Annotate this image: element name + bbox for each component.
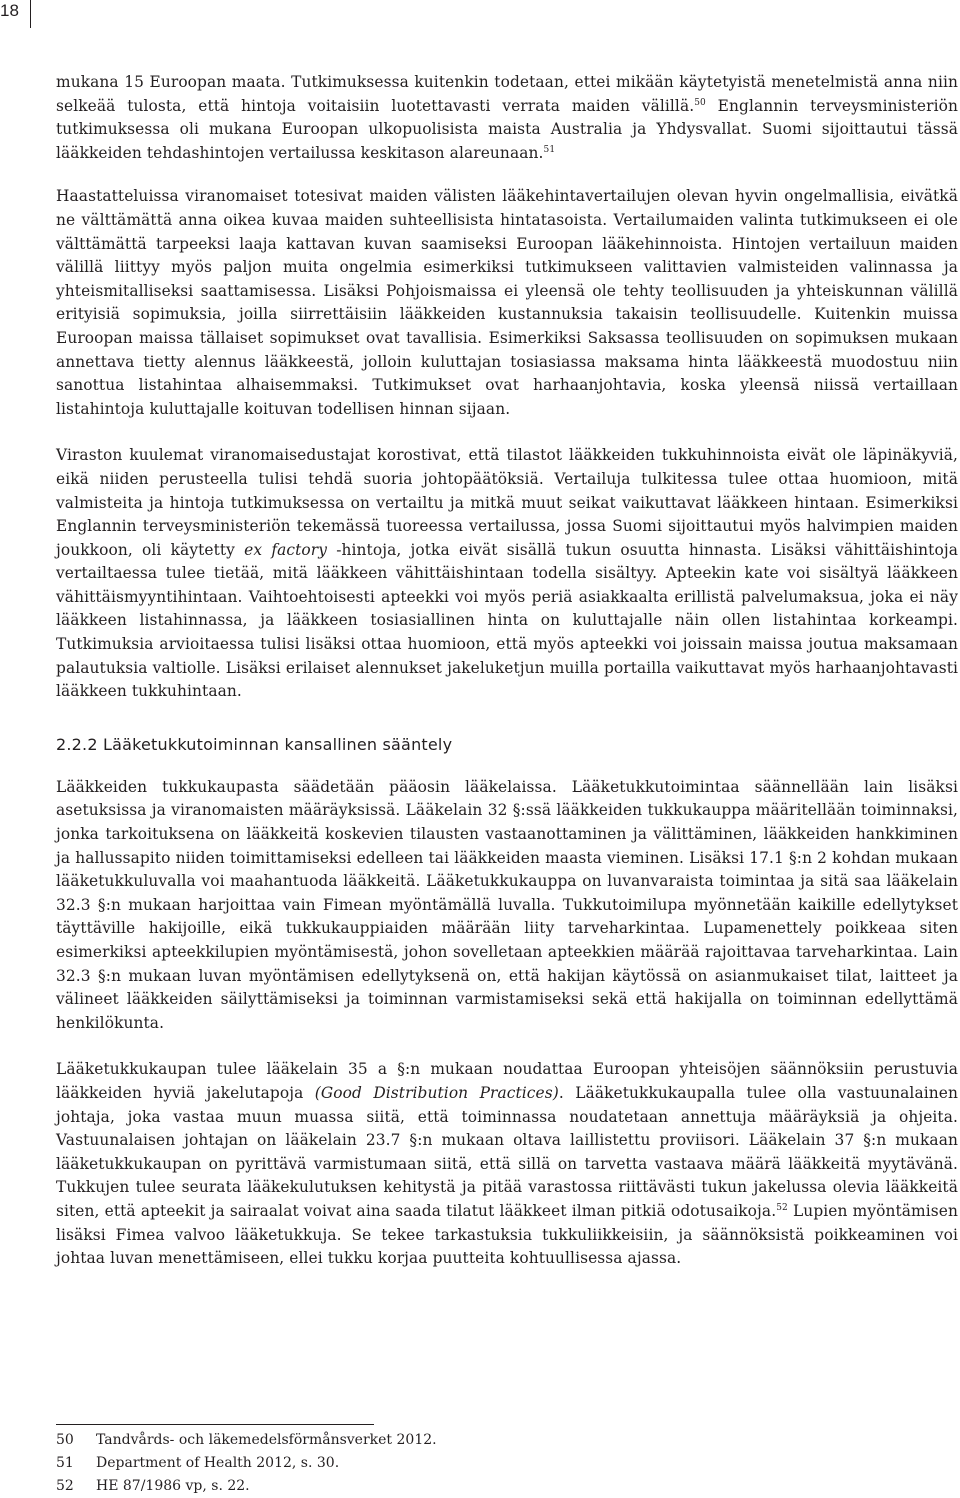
paragraph-5-text-b: . Lääketukkukaupalla tulee olla vastuunalainen johtaja, joka vastaa muun muassa siitä, että toiminnassa noudatetaan annettuja määräyksiä ja ohjeita. Vastuunalaisen johtajan on lääkelain 23.7 §:n mukaan oltava laillistettu proviisori. Lääkelain 37 §:n mukaan lääketukkukaupan on pyrittävä varmistumaan siitä, että sillä on tarvetta vastaava määrä lääkkeitä myytävänä. Tukkujen tulee seurata lääkekulutuksen kehitystä ja pitää varastossa riittävästi tukun jakelussa olevia lääkkeitä siten, että apteekit ja sairaalat voivat aina saada tilatut lääkkeet ilman pitkiä odotusaikoja. [56,1083,958,1220]
paragraph-5 [56,1058,958,1270]
paragraph-3-text-a: Viraston kuulemat viranomaisedustajat korostivat, että tilastot lääkkeiden tukkuhinnoista eivät ole läpinäkyviä, eikä niiden perusteella tulisi tehdä suoria johtopäätöksiä. Vertailuja tulkitessa tulee ottaa huomioon, mitä valmisteita ja hintoja tutkimuksessa on vertailtu ja mitkä muut seikat vaikuttavat lääkkeen hintaan. Esimerkiksi Englannin terveysministeriön tekemässä tuoreessa vertailussa, jossa Suomi sijoittautui myös halvimpien maiden joukkoon, oli käytetty [56,446,958,559]
paragraph-1-text-a: mukana 15 Euroopan maata. Tutkimuksessa kuitenkin todetaan, ettei mikään käytetyistä menetelmistä anna niin selkeää tulosta, että hintoja voitaisiin luotettavasti verrata maiden välillä. [56,73,958,115]
page-corner-divider [30,0,31,28]
paragraph-5-text-c: Lupien myöntämisen lisäksi Fimea valvoo lääketukkuja. Se tekee tarkastuksia tukkuliikkeisiin, ja säännöksistä poikkeaminen voi johtaa luvan menettämiseen, ellei tukku korjaa puutteita kohtuullisessa ajassa. [56,1201,958,1268]
paragraph-3 [56,444,958,704]
footnote-item [56,1429,756,1452]
paragraph-2: Haastatteluissa viranomaiset totesivat maiden välisten lääkehintavertailujen olevan hyvin ongelmallisia, eivätkä ne välttämättä anna oikea kuvaa maiden suhteellisista hintatasoista. Vertailumaiden valinta tutkimukseen ei ole välttämättä tarpeeksi laaja kattavan kuvan saamiseksi Euroopan lääkehinnoista. Hintojen vertailuun maiden välillä liittyy myös paljon muita ongelmia esimerkiksi tutkimukseen valittavien valmisteiden valinnassa ja yhteismitalliseksi saattamisessa. Lisäksi Pohjoismaissa ei yleensä ole tehty teollisuuden ja yhteiskunnan välillä erityisiä sopimuksia, joilla siirrettäisiin lääkkeiden kustannuksia takaisin teollisuudelle. Kuitenkin muissa Euroopan maissa tällaiset sopimukset ovat tavallisia. Esimerkiksi Saksassa teollisuuden on sopimuksen mukaan annettava tietty alennus lääkkeestä, jolloin kuluttajan tosiasiassa maksama hinta lääkkeestä muodostuu niin sanottua listahintaa alhaisemmaksi. Tutkimukset ovat harhaanjohtavia, koska yleensä niissä vertaillaan listahintoja kuluttajalle koituvan todellisen hinnan sijaan. [56,187,958,418]
footnote-number: 51 [56,1455,74,1471]
footnote-text: Department of Health 2012, s. 30. [96,1455,340,1471]
footnotes [56,1429,756,1498]
footnote-text: Tandvårds- och läkemedelsförmånsverket 2012. [96,1432,437,1448]
paragraph-4: Lääkkeiden tukkukaupasta säädetään pääosin lääkelaissa. Lääketukkutoimintaa säännellään lain lisäksi asetuksissa ja viranomaisten määräyksissä. Lääkelain 32 §:ssä lääkkeiden tukkukauppa määritellään toiminnaksi, jonka tarkoituksena on lääkkeitä koskevien tilausten vastaanottaminen ja välittäminen, lääkkeiden hankkiminen ja hallussapito niiden toimittamiseksi edelleen tai lääkkeiden maasta vieminen. Lisäksi 17.1 §:n 2 kohdan mukaan lääketukkuluvalla voi maahantuoda lääkkeitä. Lääketukkukauppa on luvanvaraista toimintaa ja sitä saa lääkelain 32.3 §:n mukaan harjoittaa vain Fimean myöntämällä luvalla. Tukkutoimilupa myönnetään kaikille edellytykset täyttäville hakijoille, eikä tukkukauppiaiden määrään liity tarveharkintaa. Lupamenettely poikkeaa siten esimerkiksi apteekkilupien myöntämisestä, johon sovelletaan apteekkien määrää rajoittavaa tarveharkintaa. Lain 32.3 §:n mukaan luvan myöntämisen edellytyksenä on, että hakijan käytössä on asianmukaiset tilat, laitteet ja välineet lääkkeiden säilyttämiseksi ja toiminnan varmistamiseksi sekä että hakijalla on toiminnan edellyttämä henkilökunta. [56,777,958,1032]
footnote-ref-50[interactable]: 50 [694,97,706,108]
footnote-ref-51[interactable]: 51 [543,144,556,155]
footnote-number: 52 [56,1478,74,1494]
main-content [56,71,958,1294]
footnote-divider [56,1424,374,1425]
paragraph-1-text-b: Englannin terveysministeriön tutkimuksessa oli mukana Euroopan ulkopuolisista maista Australia ja Yhdysvallat. Suomi sijoittautui tässä lääkkeiden tehdashintojen vertailussa keskitason alareunaan. [56,96,958,162]
footnote-ref-52[interactable]: 52 [776,1202,788,1213]
paragraph-3-italic: ex factory [244,540,328,559]
footnote-number: 50 [56,1432,74,1448]
paragraph-5-italic: (Good Distribution Practices) [314,1083,559,1102]
footnote-item [56,1452,756,1475]
paragraph-1 [56,71,958,165]
page-number: 18 [0,1,19,20]
footnote-text: HE 87/1986 vp, s. 22. [96,1478,250,1494]
paragraph-3-text-b: -hintoja, jotka eivät sisällä tukun osuutta hinnasta. Lisäksi vähittäishintoja vertailtaessa tulee tietää, mitä lääkkeen vähittäishintaan todella sisältyy. Apteekin kate voi sisältyä lääkkeen vähittäismyyntihintaan. Vaihtoehtoisesti apteekki voi myös periä asiakkaalta erillistä palvelumaksua, joka ei näy lääkkeen listahinnassa, ja lääkkeen tosiasiallinen hinta on kuluttajalle näin ollen listahintaa korkeampi. Tutkimuksia arvioitaessa tulisi lisäksi ottaa huomioon, että myös apteekki voi joissain maissa joutua maksamaan palautuksia valtiolle. Lisäksi erilaiset alennukset jakeluketjun muilla portailla vaikuttavat myös harhaanjohtavasti lääkkeen tukkuhintaan. [56,540,958,701]
section-heading: 2.2.2 Lääketukkutoiminnan kansallinen sääntely [56,734,453,754]
paragraph-5-text-a: Lääketukkukaupan tulee lääkelain 35 a §:n mukaan noudattaa Euroopan yhteisöjen säännöksiin perustuvia lääkkeiden hyviä jakelutapoja [56,1060,958,1102]
